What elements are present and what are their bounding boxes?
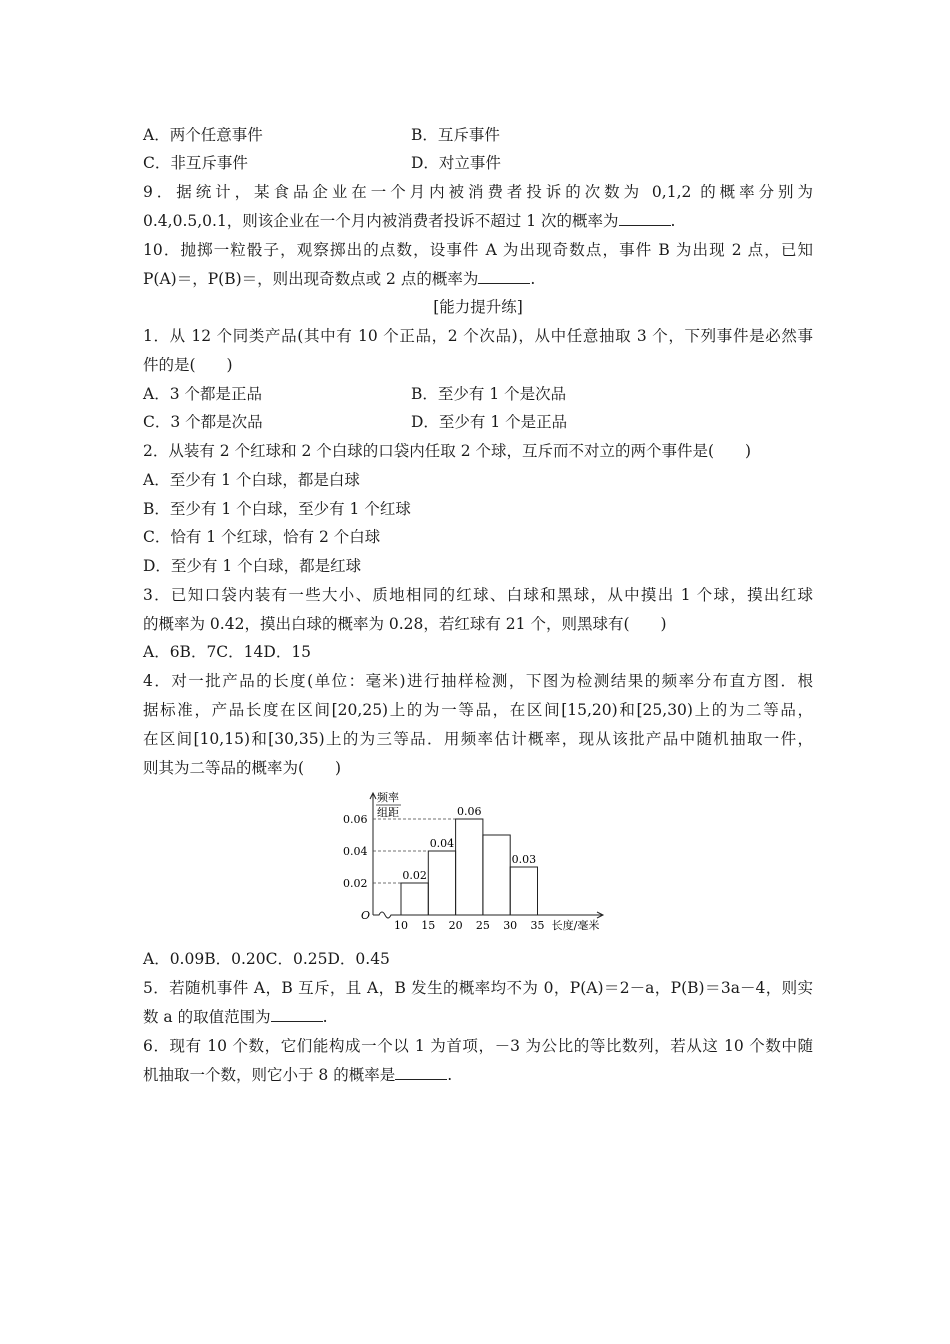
- histogram-bar: [456, 819, 483, 915]
- frequency-histogram: [335, 785, 615, 940]
- question-5-line-1: 5．若随机事件 A，B 互斥，且 A，B 发生的概率均不为 0，P(A)＝2－a，P(B)＝3a－4，则实: [143, 979, 813, 997]
- option-row: [143, 124, 813, 146]
- period: .: [530, 270, 536, 288]
- question-6-line-1: 6．现有 10 个数，它们能构成一个以 1 为首项，－3 为公比的等比数列，若从这 10 个数中随: [143, 1037, 813, 1055]
- question-4-line-4: 则其为二等品的概率为( ): [143, 759, 342, 777]
- question-5-line-2: [143, 1006, 813, 1028]
- question-5-text: 数 a 的取值范围为: [143, 1008, 271, 1026]
- bar-value-label: 0.03: [511, 853, 537, 866]
- x-tick-label: 10: [394, 919, 408, 932]
- question-9-line-1: 9．据统计，某食品企业在一个月内被消费者投诉的次数为 0,1,2 的概率分别为: [143, 183, 813, 201]
- question-3-options: A．6B．7C．14D．15: [143, 643, 312, 661]
- x-tick-label: 30: [503, 919, 518, 932]
- option-row: [143, 383, 813, 405]
- histogram-bar: [510, 867, 537, 915]
- x-tick-label: 35: [530, 919, 545, 932]
- option-c: C．3 个都是次品: [143, 413, 263, 431]
- origin-label: O: [361, 909, 371, 922]
- question-6-text: 机抽取一个数，则它小于 8 的概率是: [143, 1066, 396, 1084]
- question-10-line-1: 10．抛掷一粒骰子，观察掷出的点数，设事件 A 为出现奇数点，事件 B 为出现 2 点，已知: [143, 241, 813, 259]
- y-axis-label-bottom: 组距: [377, 806, 399, 819]
- option-d: D．对立事件: [411, 154, 501, 172]
- question-2-line-1: 2．从装有 2 个红球和 2 个白球的口袋内任取 2 个球，互斥而不对立的两个事件是( ): [143, 442, 752, 460]
- option-b: B．至少有 1 个是次品: [411, 385, 567, 403]
- option-row: [143, 411, 813, 433]
- question-9-line-2: [143, 210, 813, 232]
- x-axis-label: 长度/毫米: [551, 919, 600, 932]
- option-a: A．至少有 1 个白球，都是白球: [143, 471, 360, 489]
- histogram-bar: [483, 835, 510, 915]
- question-4-options: A．0.09B．0.20C．0.25D．0.45: [143, 950, 390, 968]
- period: .: [447, 1066, 453, 1084]
- question-4-line-3: 在区间[10,15)和[30,35)上的为三等品．用频率估计概率，现从该批产品中随机抽取一件，: [143, 730, 813, 748]
- question-10-text: P(A)＝，P(B)＝，则出现奇数点或 2 点的概率为: [143, 270, 479, 288]
- bar-value-label: 0.04: [429, 837, 455, 850]
- bar-value-label: 0.06: [457, 805, 482, 818]
- question-4-line-1: 4．对一批产品的长度(单位：毫米)进行抽样检测，下图为检测结果的频率分布直方图．根: [143, 672, 813, 690]
- period: .: [670, 212, 676, 230]
- question-9-text: 0.4,0.5,0.1，则该企业在一个月内被消费者投诉不超过 1 次的概率为: [143, 212, 619, 230]
- y-axis-label-top: 频率: [377, 791, 399, 804]
- option-c: C．恰有 1 个红球，恰有 2 个白球: [143, 528, 381, 546]
- option-d: D．至少有 1 个是正品: [411, 413, 568, 431]
- option-b: B．互斥事件: [411, 126, 500, 144]
- option-b: B．至少有 1 个白球，至少有 1 个红球: [143, 500, 411, 518]
- y-tick-label: 0.04: [343, 845, 368, 858]
- histogram-svg: [335, 785, 615, 940]
- option-d: D．至少有 1 个白球，都是红球: [143, 557, 362, 575]
- question-3-line-2: 的概率为 0.42，摸出白球的概率为 0.28，若红球有 21 个，则黑球有( ): [143, 615, 667, 633]
- histogram-bar: [428, 851, 455, 915]
- period: .: [322, 1008, 328, 1026]
- question-6-line-2: [143, 1064, 813, 1086]
- section-heading: [能力提升练]: [433, 298, 523, 316]
- option-row: [143, 152, 813, 174]
- bar-value-label: 0.02: [402, 869, 427, 882]
- option-a: A．两个任意事件: [143, 126, 263, 144]
- question-10-line-2: [143, 268, 813, 290]
- x-tick-label: 20: [448, 919, 463, 932]
- histogram-bar: [401, 883, 428, 915]
- question-3-line-1: 3．已知口袋内装有一些大小、质地相同的红球、白球和黑球，从中摸出 1 个球，摸出红球: [143, 586, 813, 604]
- option-c: C．非互斥事件: [143, 154, 248, 172]
- question-1-line-1: 1．从 12 个同类产品(其中有 10 个正品，2 个次品)，从中任意抽取 3 个，下列事件是必然事: [143, 327, 813, 345]
- answer-blank: [271, 1007, 323, 1022]
- y-tick-label: 0.02: [343, 877, 368, 890]
- answer-blank: [619, 211, 671, 226]
- question-4-line-2: 据标准，产品长度在区间[20,25)上的为一等品，在区间[15,20)和[25,30)上的为二等品，: [143, 701, 813, 719]
- answer-blank: [395, 1065, 447, 1080]
- x-tick-label: 15: [421, 919, 436, 932]
- option-a: A．3 个都是正品: [143, 385, 262, 403]
- question-1-line-2: 件的是( ): [143, 356, 233, 374]
- x-tick-label: 25: [475, 919, 490, 932]
- y-tick-label: 0.06: [343, 813, 368, 826]
- answer-blank: [478, 269, 530, 284]
